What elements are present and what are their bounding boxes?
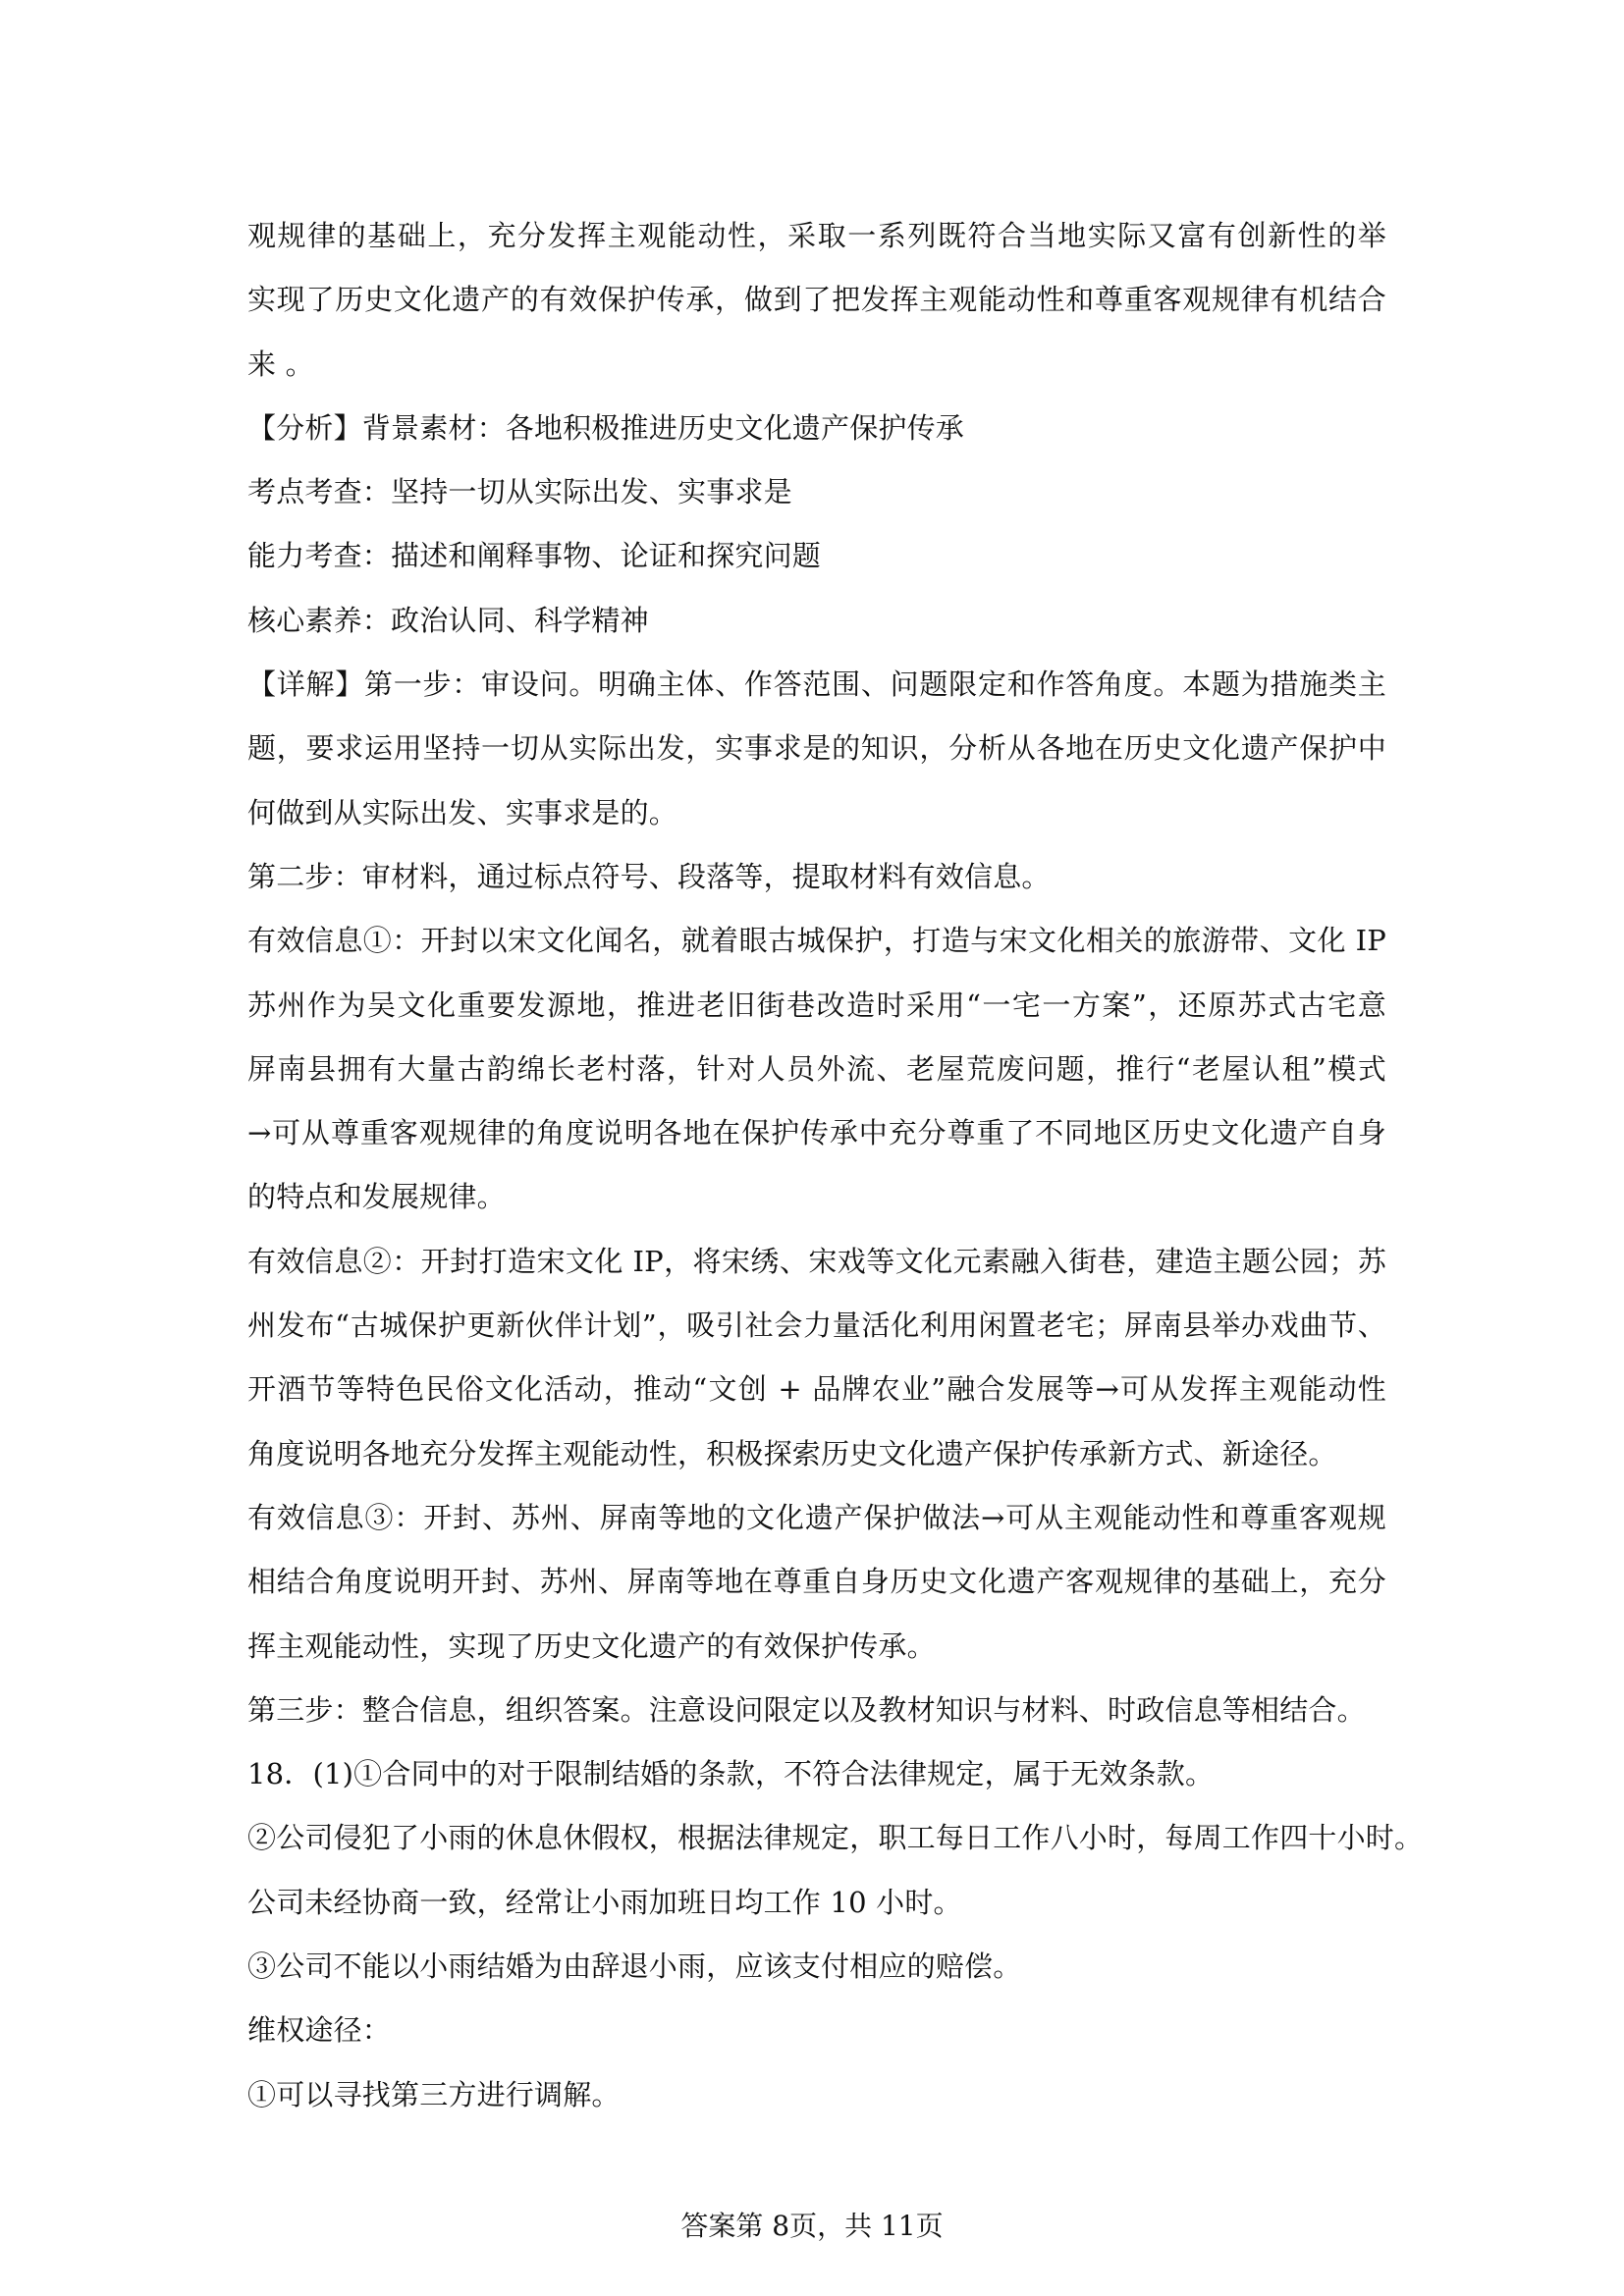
text-line: 挥主观能动性，实现了历史文化遗产的有效保护传承。 [247,1629,936,1663]
text-line: 州发布“古城保护更新伙伴计划”，吸引社会力量活化利用闲置老宅；屏南县举办戏曲节、 [247,1308,1386,1343]
text-line: 观规律的基础上，充分发挥主观能动性，采取一系列既符合当地实际又富有创新性的举 [247,219,1386,252]
text-line: 角度说明各地充分发挥主观能动性，积极探索历史文化遗产保护传承新方式、新途径。 [247,1436,1337,1470]
text-line: 考点考查：坚持一切从实际出发、实事求是 [247,475,792,509]
text-line: 何做到从实际出发、实事求是的。 [247,795,678,829]
text-line: 核心素养：政治认同、科学精神 [247,603,649,637]
text-line: ②公司侵犯了小雨的休息休假权，根据法律规定，职工每日工作八小时，每周工作四十小时。 [247,1821,1424,1855]
text-line: 题，要求运用坚持一切从实际出发，实事求是的知识，分析从各地在历史文化遗产保护中 [247,731,1386,766]
text-line: 维权途径： [247,2013,392,2048]
text-line: 实现了历史文化遗产的有效保护传承，做到了把发挥主观能动性和尊重客观规律有机结合 [247,283,1386,317]
text-line: ③公司不能以小雨结婚为由辞退小雨，应该支付相应的赔偿。 [247,1949,1022,1984]
text-line: 有效信息③：开封、苏州、屏南等地的文化遗产保护做法→可从主观能动性和尊重客观规 [247,1500,1386,1534]
text-line: 能力考查：描述和阐释事物、论证和探究问题 [247,539,822,573]
text-line: 【详解】第一步：审设问。明确主体、作答范围、问题限定和作答角度。本题为措施类主 [247,667,1386,702]
text-line: 【分析】背景素材：各地积极推进历史文化遗产保护传承 [247,410,965,445]
text-line: 来 。 [247,347,314,381]
text-line: 开酒节等特色民俗文化活动，推动“文创 + 品牌农业”融合发展等→可从发挥主观能动性 [247,1372,1386,1407]
text-line: 18．(1)①合同中的对于限制结婚的条款，不符合法律规定，属于无效条款。 [247,1757,1215,1791]
answer-text-body [247,204,1424,2127]
text-line: 的特点和发展规律。 [247,1180,506,1214]
text-line: 有效信息②：开封打造宋文化 IP，将宋绣、宋戏等文化元素融入街巷，建造主题公园；苏 [247,1244,1386,1278]
text-line: 屏南县拥有大量古韵绵长老村落，针对人员外流、老屋荒废问题，推行“老屋认租”模式 [247,1051,1386,1086]
text-line: 苏州作为吴文化重要发源地，推进老旧街巷改造时采用“一宅一方案”，还原苏式古宅意 [247,988,1386,1022]
text-line: ①可以寻找第三方进行调解。 [247,2077,621,2111]
text-line: 相结合角度说明开封、苏州、屏南等地在尊重自身历史文化遗产客观规律的基础上，充分 [247,1565,1386,1599]
text-line: 第二步：审材料，通过标点符号、段落等，提取材料有效信息。 [247,859,1051,893]
text-line: →可从尊重客观规律的角度说明各地在保护传承中充分尊重了不同地区历史文化遗产自身 [247,1116,1386,1150]
page-footer: 答案第 8页，共 11页 [680,2210,944,2242]
text-line: 公司未经协商一致，经常让小雨加班日均工作 10 小时。 [247,1885,962,1919]
text-line: 第三步：整合信息，组织答案。注意设问限定以及教材知识与材料、时政信息等相结合。 [247,1692,1366,1727]
text-line: 有效信息①：开封以宋文化闻名，就着眼古城保护，打造与宋文化相关的旅游带、文化 IP [247,924,1386,958]
